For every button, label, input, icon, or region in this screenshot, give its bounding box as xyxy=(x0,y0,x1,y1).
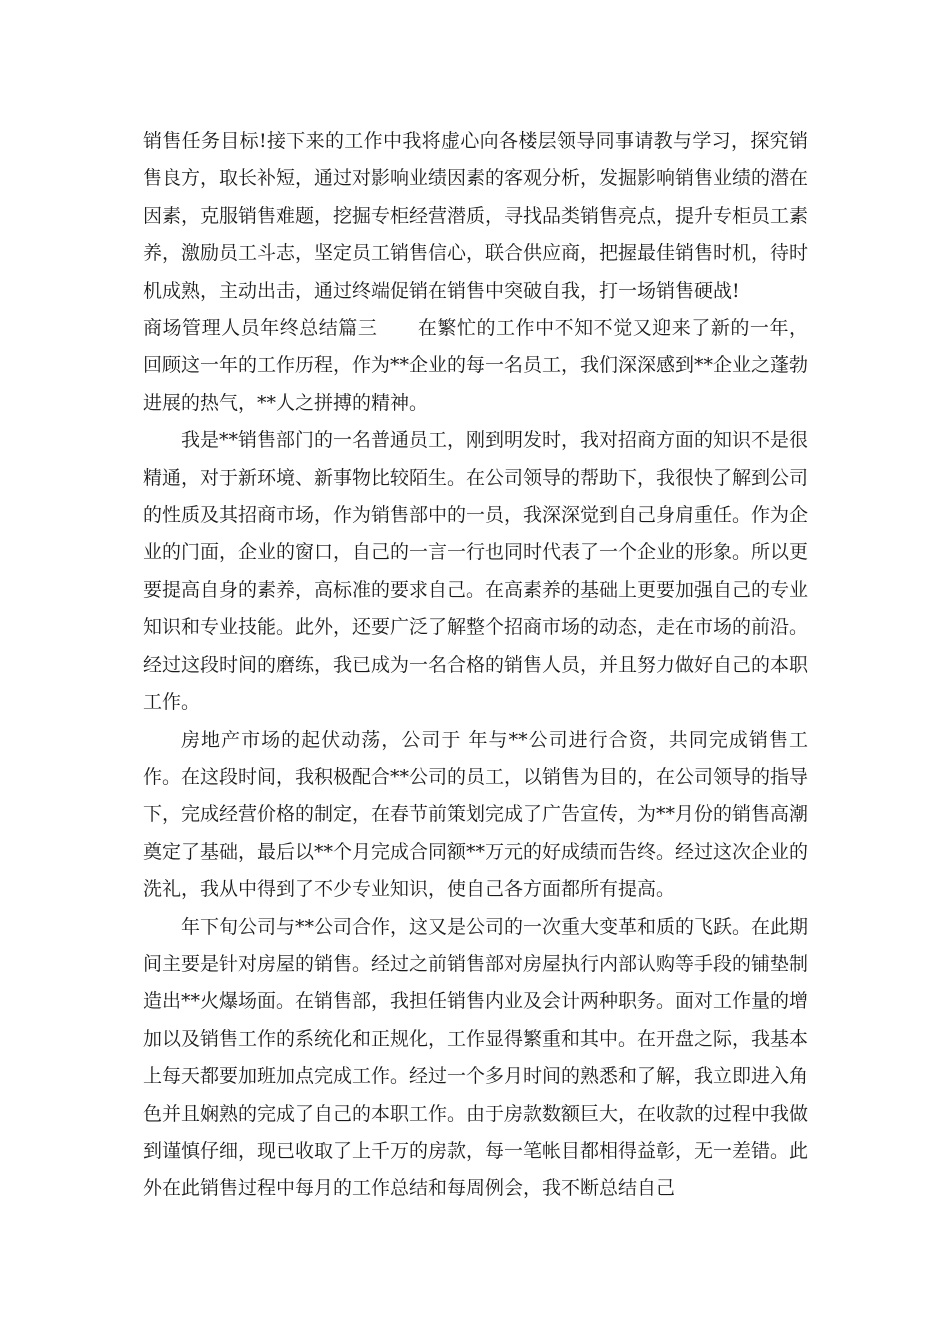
document-body xyxy=(143,123,808,1208)
section-heading: 商场管理人员年终总结篇三 xyxy=(143,317,378,340)
paragraph-sales-targets: 销售任务目标!接下来的工作中我将虚心向各楼层领导同事请教与学习，探究销售良方，取长补短，通过对影响业绩因素的客观分析，发掘影响销售业绩的潜在因素，克服销售难题，挖掘专柜经营潜质，寻找品类销售亮点，提升专柜员工素养，激励员工斗志，坚定员工销售信心，联合供应商，把握最佳销售时机，待时机成熟，主动出击，通过终端促销在销售中突破自我，打一场销售硬战! xyxy=(143,130,809,302)
section-intro-text: 在繁忙的工作中不知不觉又迎来了新的一年，回顾这一年的工作历程，作为**企业的每一名员工，我们深深感到**企业之蓬勃进展的热气，**人之拼搏的精神。 xyxy=(143,317,809,414)
paragraph-section-three-intro xyxy=(143,310,808,422)
paragraph-cooperation: 年下旬公司与**公司合作，这又是公司的一次重大变革和质的飞跃。在此期间主要是针对房屋的销售。经过之前销售部对房屋执行内部认购等手段的铺垫制造出**火爆场面。在销售部，我担任销售内业及会计两种职务。面对工作量的增加以及销售工作的系统化和正规化，工作显得繁重和其中。在开盘之际，我基本上每天都要加班加点完成工作。经过一个多月时间的熟悉和了解，我立即进入角色并且娴熟的完成了自己的本职工作。由于房款数额巨大，在收款的过程中我做到谨慎仔细，现已收取了上千万的房款，每一笔帐目都相得益彰，无一差错。此外在此销售过程中每月的工作总结和每周例会，我不断总结自己 xyxy=(143,915,809,1200)
paragraph-new-employee: 我是**销售部门的一名普通员工，刚到明发时，我对招商方面的知识不是很精通，对于新环境、新事物比较陌生。在公司领导的帮助下，我很快了解到公司的性质及其招商市场，作为销售部中的一员，我深深觉到自己身肩重任。作为企业的门面，企业的窗口，自己的一言一行也同时代表了一个企业的形象。所以更要提高自身的素养，高标准的要求自己。在高素养的基础上更要加强自己的专业知识和专业技能。此外，还要广泛了解整个招商市场的动态，走在市场的前沿。经过这段时间的磨练，我已成为一名合格的销售人员，并且努力做好自己的本职工作。 xyxy=(143,429,809,714)
paragraph-joint-venture: 房地产市场的起伏动荡，公司于 年与**公司进行合资，共同完成销售工作。在这段时间，我积极配合**公司的员工，以销售为目的，在公司领导的指导下，完成经营价格的制定，在春节前策划完成了广告宣传，为**月份的销售高潮奠定了基础，最后以**个月完成合同额**万元的好成绩而告终。经过这次企业的洗礼，我从中得到了不少专业知识，使自己各方面都所有提高。 xyxy=(143,728,809,901)
